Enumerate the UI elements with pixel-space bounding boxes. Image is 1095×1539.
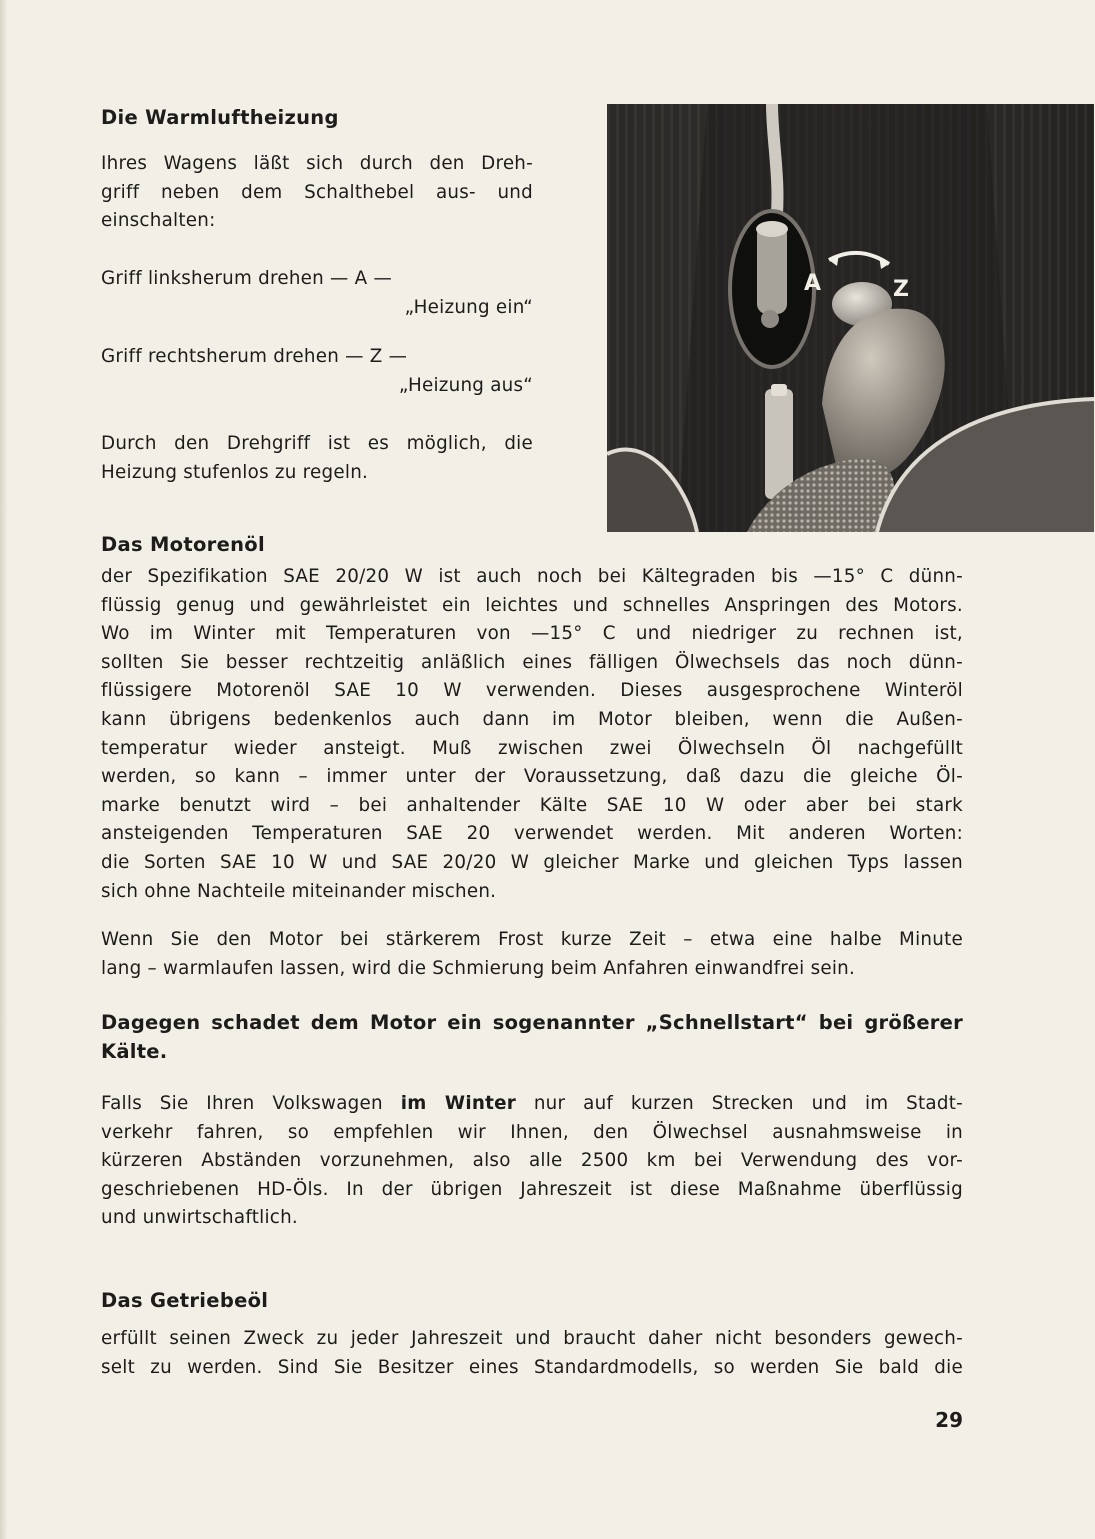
heating-off-instruction bbox=[101, 343, 533, 400]
page-spine-shadow bbox=[0, 0, 8, 1539]
text-line: selt zu werden. Sind Sie Besitzer eines Standardmodells, so werden Sie bald die bbox=[101, 1356, 963, 1378]
text-fragment: nur auf kurzen Strecken und im Stadt- bbox=[516, 1093, 964, 1114]
heating-intro bbox=[101, 150, 533, 236]
text-line: „Heizung ein“ bbox=[404, 296, 533, 318]
text-line: der Spezifikation SAE 20/20 W ist auch noch bei Kältegraden bis —15° C dünn- bbox=[101, 566, 963, 587]
text-line: kürzeren Abständen vorzunehmen, also alle 2500 km bei Verwendung des vor- bbox=[101, 1150, 963, 1172]
text-line: sich ohne Nachteile miteinander mischen. bbox=[101, 880, 497, 902]
text-line: „Heizung aus“ bbox=[398, 374, 533, 396]
text-line: ansteigenden Temperaturen SAE 20 verwendet werden. Mit anderen Worten: bbox=[101, 823, 963, 845]
text-line: Griff rechtsherum drehen — Z — bbox=[101, 346, 408, 367]
emphasis-im-winter: im Winter bbox=[400, 1093, 517, 1114]
gear-oil-paragraph bbox=[101, 1325, 963, 1382]
page-number: 29 bbox=[935, 1408, 963, 1432]
text-line: Durch den Drehgriff ist es möglich, die bbox=[101, 433, 533, 454]
heating-regulation bbox=[101, 430, 533, 487]
text-line: Wenn Sie den Motor bei stärkerem Frost kurze Zeit – etwa eine halbe Minute bbox=[101, 929, 963, 950]
text-line: und unwirtschaftlich. bbox=[101, 1207, 298, 1229]
text-line: lang – warmlaufen lassen, wird die Schmierung beim Anfahren einwandfrei sein. bbox=[101, 957, 856, 979]
text-line: die Sorten SAE 10 W und SAE 20/20 W gleicher Marke und gleichen Typs lassen bbox=[101, 851, 963, 873]
text-line: flüssigere Motorenöl SAE 10 W verwenden. Dieses ausgesprochene Winteröl bbox=[101, 680, 963, 702]
text-line: werden, so kann – immer unter der Voraussetzung, daß dazu die gleiche Öl- bbox=[101, 766, 963, 788]
heating-on-instruction bbox=[101, 265, 533, 322]
text-line: Wo im Winter mit Temperaturen von —15° C und niedriger zu rechnen ist, bbox=[101, 623, 963, 645]
cold-start-warning bbox=[101, 1008, 963, 1066]
text-line: einschalten: bbox=[101, 210, 216, 232]
text-line: kann übrigens bedenkenlos auch dann im Motor bleiben, wenn die Außen- bbox=[101, 708, 963, 730]
text-line: sollten Sie besser rechtzeitig anläßlich eines fälligen Ölwechsels das noch dünn- bbox=[101, 651, 963, 673]
heater-knob-photo bbox=[607, 104, 1094, 532]
text-line: marke benutzt wird – bei anhaltender Kälte SAE 10 W oder aber bei stark bbox=[101, 794, 963, 816]
label-z: Z bbox=[893, 277, 909, 302]
text-line: geschriebenen HD-Öls. In der übrigen Jahreszeit ist diese Maßnahme überflüssig bbox=[101, 1178, 963, 1200]
text-line: verkehr fahren, so empfehlen wir Ihnen, den Ölwechsel ausnahmsweise in bbox=[101, 1121, 963, 1143]
text-fragment: Falls Sie Ihren Volkswagen bbox=[101, 1093, 401, 1114]
text-line: erfüllt seinen Zweck zu jeder Jahreszeit und braucht daher nicht besonders gewech- bbox=[101, 1328, 963, 1349]
heading-warmluftheizung: Die Warmluftheizung bbox=[101, 106, 339, 129]
text-line: Dagegen schadet dem Motor ein sogenannter „Schnellstart“ bei größerer bbox=[101, 1011, 963, 1034]
warmup-paragraph bbox=[101, 926, 963, 983]
heading-motorenoel: Das Motorenöl bbox=[101, 533, 265, 556]
text-line: flüssig genug und gewährleistet ein leichtes und schnelles Anspringen des Motors. bbox=[101, 594, 963, 616]
text-line: Heizung stufenlos zu regeln. bbox=[101, 461, 369, 483]
text-line: Ihres Wagens läßt sich durch den Dreh- bbox=[101, 153, 533, 174]
heading-getriebeoel: Das Getriebeöl bbox=[101, 1289, 269, 1312]
text-line: Griff linksherum drehen — A — bbox=[101, 268, 392, 289]
heater-knob-photo-svg bbox=[607, 104, 1094, 532]
text-line bbox=[101, 1090, 963, 1119]
text-line: griff neben dem Schalthebel aus- und bbox=[101, 181, 533, 203]
winter-oil-change-paragraph bbox=[101, 1090, 963, 1233]
label-a: A bbox=[804, 271, 822, 296]
text-line: temperatur wieder ansteigt. Muß zwischen zwei Ölwechseln Öl nachgefüllt bbox=[101, 737, 963, 759]
engine-oil-paragraph bbox=[101, 563, 963, 906]
text-line: Kälte. bbox=[101, 1040, 168, 1063]
